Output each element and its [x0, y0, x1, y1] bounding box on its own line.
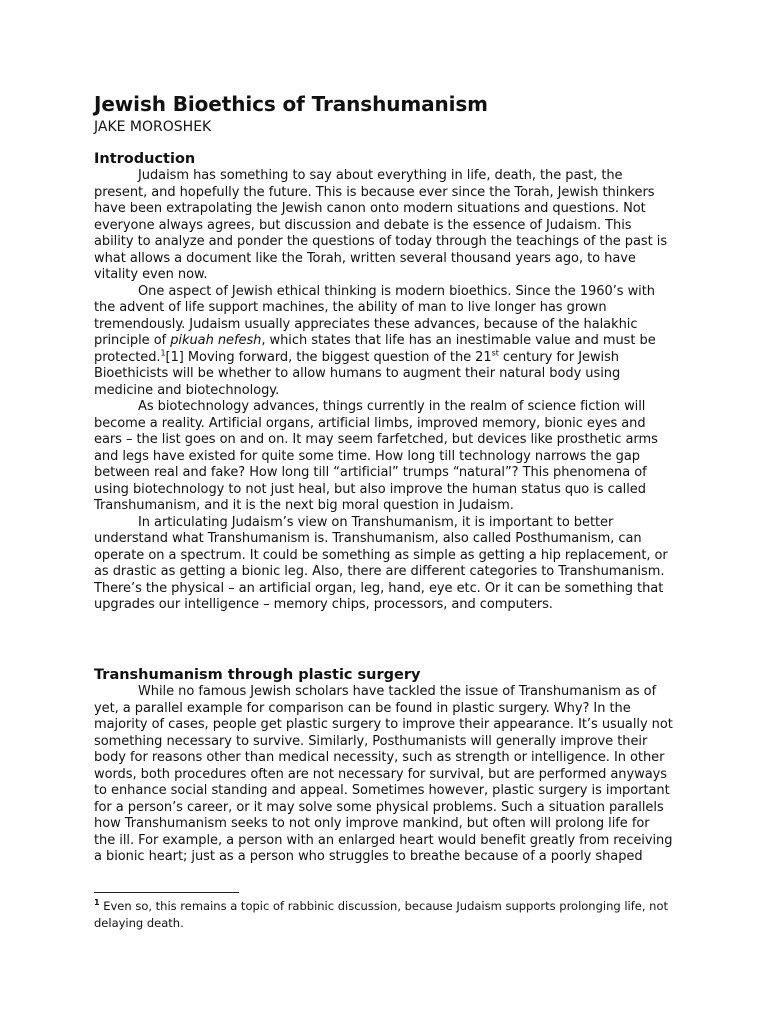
paragraph: [94, 284, 674, 400]
paragraph: As biotechnology advances, things currently in the realm of science fiction will become a reality. Artificial organs, artificial limbs, improved memory, bionic eyes and ears – the list goes on and on. It may seem farfetched, but devices like prosthetic arms and legs have existed for quite some time. How long till technology narrows the gap between real and fake? How long till “artificial” trumps “natural”? This phenomena of using biotechnology to not just heal, but also improve the human status quo is called Transhumanism, and it is the next big moral question in Judaism.: [94, 399, 658, 513]
introduction-section: [94, 168, 674, 614]
author-name: JAKE MOROSHEK: [94, 119, 212, 135]
footnote-text: Even so, this remains a topic of rabbinic discussion, because Judaism supports prolonging life, not delaying death.: [94, 899, 668, 930]
paragraph-text: , which states that life has an inestimable value and must be protected.: [94, 333, 656, 365]
footnote: [94, 898, 674, 932]
footnote-reference[interactable]: 1: [160, 348, 166, 358]
ordinal-superscript: st: [491, 348, 499, 358]
section-heading-introduction: Introduction: [94, 151, 196, 167]
footnote-divider: [94, 892, 239, 893]
paragraph: While no famous Jewish scholars have tackled the issue of Transhumanism as of yet, a parallel example for comparison can be found in plastic surgery. Why? In the majority of cases, people get plastic surgery to improve their appearance. It’s usually not something necessary to survive. Similarly, Posthumanists will generally improve their body for reasons other than medical necessity, such as strength or intelligence. In other words, both procedures often are not necessary for survival, but are performed anyways to enhance social standing and appeal. Sometimes however, plastic surgery is important for a person’s career, or it may solve some physical problems. Such a situation parallels how Transhumanism seeks to not only improve mankind, but often will prolong life for the ill. For example, a person with an enlarged heart would benefit greatly from receiving a bionic heart; just as a person who struggles to breathe because of a poorly shaped: [94, 684, 673, 864]
document-title: Jewish Bioethics of Transhumanism: [94, 92, 488, 116]
section-heading-plastic-surgery: Transhumanism through plastic surgery: [94, 667, 421, 683]
plastic-surgery-section: [94, 684, 674, 866]
emphasized-term: pikuah nefesh: [170, 333, 262, 348]
paragraph: In articulating Judaism’s view on Transhumanism, it is important to better understand what Transhumanism is. Transhumanism, also called Posthumanism, can operate on a spectrum. It could be something as simple as getting a hip replacement, or as drastic as getting a bionic leg. Also, there are different categories to Transhumanism. There’s the physical – an artificial organ, leg, hand, eye etc. Or it can be something that upgrades our intelligence – memory chips, processors, and computers.: [94, 514, 668, 612]
paragraph-text: [1] Moving forward, the biggest question of the 21: [165, 349, 492, 365]
paragraph-text: One aspect of Jewish ethical thinking is modern bioethics. Since the 1960’s with the advent of life support machines, the ability of man to live longer has grown tremendously. Judaism usually appreciates these advances, because of the halakhic principle of: [94, 283, 655, 348]
paragraph-text: century for Jewish Bioethicists will be whether to allow humans to augment their natural body using medicine and biotechnology.: [94, 349, 621, 398]
footnote-number: 1: [94, 898, 100, 908]
paragraph: Judaism has something to say about everything in life, death, the past, the present, and hopefully the future. This is because ever since the Torah, Jewish thinkers have been extrapolating the Jewish canon onto modern situations and questions. Not everyone always agrees, but discussion and debate is the essence of Judaism. This ability to analyze and ponder the questions of today through the teachings of the past is what allows a document like the Torah, written several thousand years ago, to have vitality even now.: [94, 168, 668, 282]
